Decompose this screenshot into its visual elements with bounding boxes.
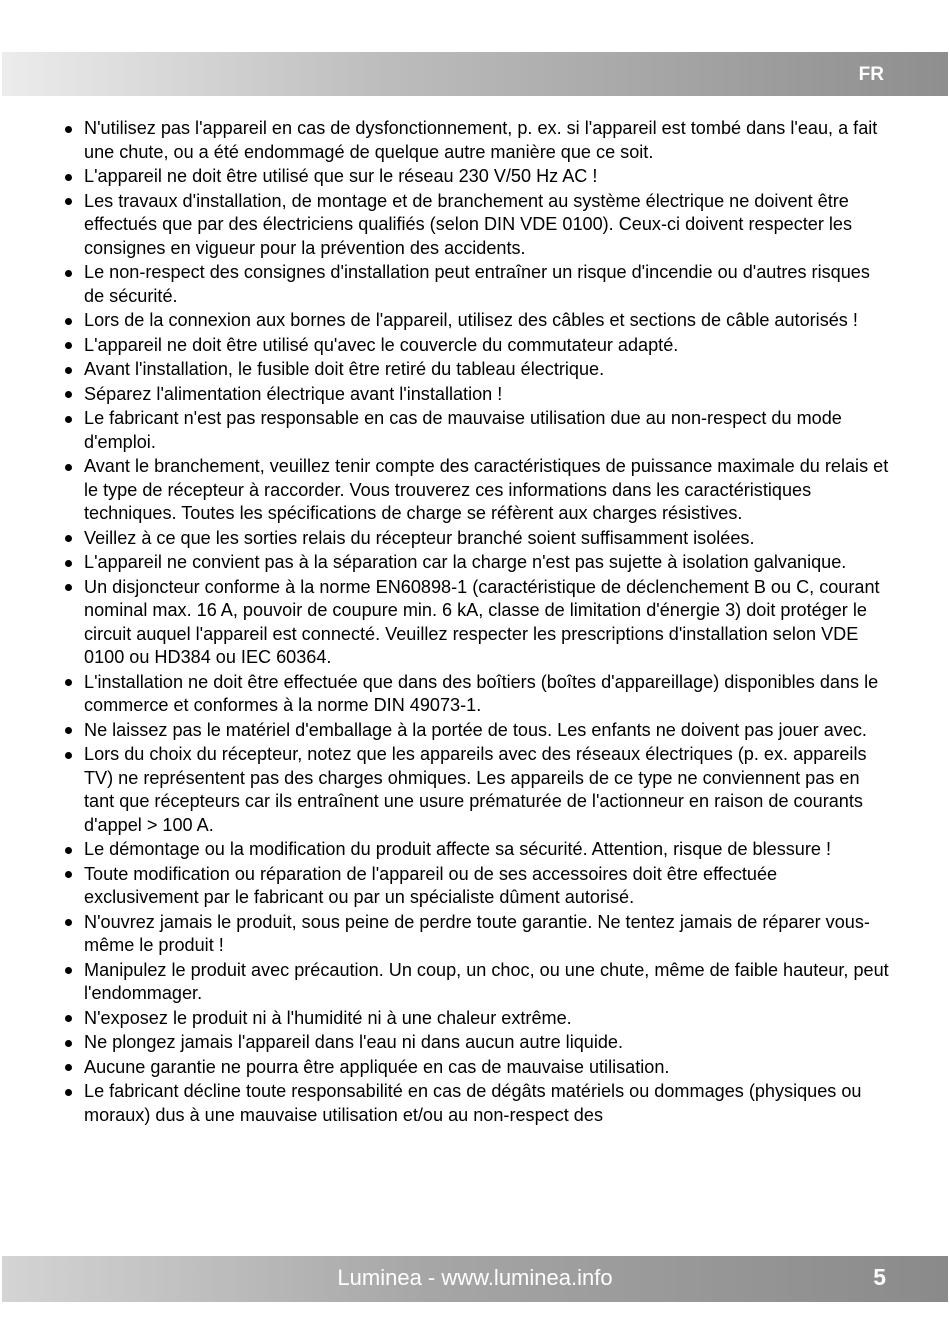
list-item (62, 117, 892, 164)
list-item (62, 743, 892, 837)
bullet-list (62, 117, 892, 1127)
bullet-icon (65, 342, 72, 349)
list-item (62, 358, 892, 382)
list-item-text: Lors de la connexion aux bornes de l'appareil, utilisez des câbles et sections de câble autorisés ! (84, 310, 858, 330)
bullet-icon (65, 416, 72, 423)
list-item (62, 1007, 892, 1031)
bullet-icon (65, 126, 72, 133)
bullet-icon (65, 919, 72, 926)
list-item (62, 911, 892, 958)
list-item (62, 309, 892, 333)
footer-website: Luminea - www.luminea.info (337, 1265, 613, 1290)
list-item (62, 407, 892, 454)
bullet-icon (65, 1015, 72, 1022)
list-item-text: L'appareil ne doit être utilisé qu'avec le couvercle du commutateur adapté. (84, 334, 679, 355)
list-item (62, 190, 892, 261)
header-band (2, 52, 948, 96)
list-item (62, 527, 892, 551)
list-item-text: N'utilisez pas l'appareil en cas de dysfonctionnement, p. ex. si l'appareil est tombé dans l'eau, a fait une chute, ou a été endommagé de quelque autre manière que ce soit. (84, 118, 878, 162)
bullet-icon (65, 464, 72, 471)
list-item (62, 959, 892, 1006)
bullet-icon (65, 727, 72, 734)
list-item-text: Avant le branchement, veuillez tenir compte des caractéristiques de puissance maximale du relais et le type de récepteur à raccorder. Vous trouverez ces informations dans les caractéristiques techniques. Toutes les spécifications de charge se réfèrent aux charges résistives. (84, 456, 889, 523)
list-item-text: Lors du choix du récepteur, notez que les appareils avec des réseaux électriques (p. ex. appareils TV) ne représentent pas des charges ohmiques. Les appareils de ce type ne conviennent pas en tant que récepteurs car ils entraînent une usure prématurée de l'actionneur en raison de courants d'appel > 100 A. (84, 744, 867, 835)
bullet-icon (65, 847, 72, 854)
list-item (62, 576, 892, 670)
list-item-text: L'installation ne doit être effectuée que dans des boîtiers (boîtes d'appareillage) disponibles dans le commerce et conformes à la norme DIN 49073-1. (84, 671, 879, 715)
list-item-text: Un disjoncteur conforme à la norme EN60898-1 (caractéristique de déclenchement B ou C, courant nominal max. 16 A, pouvoir de coupure min. 6 kA, classe de limitation d'énergie 3) doit protéger le circuit auquel l'appareil est connecté. Veuillez respecter les prescriptions d'installation selon VDE 0100 ou HD384 ou IEC 60364. (84, 576, 880, 667)
safety-instructions (62, 117, 892, 1128)
list-item (62, 1031, 892, 1055)
bullet-icon (65, 1064, 72, 1071)
bullet-icon (65, 1040, 72, 1047)
bullet-icon (65, 318, 72, 325)
list-item (62, 671, 892, 718)
bullet-icon (65, 174, 72, 181)
bullet-icon (65, 198, 72, 205)
list-item (62, 383, 892, 407)
list-item-text: Séparez l'alimentation électrique avant l'installation ! (84, 383, 503, 404)
bullet-icon (65, 871, 72, 878)
bullet-icon (65, 535, 72, 542)
bullet-icon (65, 367, 72, 374)
list-item-text: Ne laissez pas le matériel d'emballage à la portée de tous. Les enfants ne doivent pas jouer avec. (84, 719, 867, 740)
list-item (62, 334, 892, 358)
list-item-text: Toute modification ou réparation de l'appareil ou de ses accessoires doit être effectuée exclusivement par le fabricant ou par un spécialiste dûment autorisé. (84, 863, 778, 907)
list-item-text: N'exposez le produit ni à l'humidité ni à une chaleur extrême. (84, 1007, 572, 1028)
list-item (62, 719, 892, 743)
bullet-icon (65, 391, 72, 398)
list-item-text: Avant l'installation, le fusible doit être retiré du tableau électrique. (84, 359, 605, 379)
list-item-text: Ne plongez jamais l'appareil dans l'eau ni dans aucun autre liquide. (84, 1032, 624, 1052)
footer-band (2, 1256, 948, 1302)
list-item-text: N'ouvrez jamais le produit, sous peine de perdre toute garantie. Ne tentez jamais de réparer vous-même le produit ! (84, 911, 870, 955)
list-item (62, 551, 892, 575)
list-item (62, 863, 892, 910)
bullet-icon (65, 270, 72, 277)
list-item (62, 1080, 892, 1127)
list-item-text: Veillez à ce que les sorties relais du récepteur branché soient suffisamment isolées. (84, 527, 755, 548)
list-item-text: Le fabricant n'est pas responsable en cas de mauvaise utilisation due au non-respect du mode d'emploi. (84, 408, 842, 452)
list-item (62, 261, 892, 308)
list-item-text: Le non-respect des consignes d'installation peut entraîner un risque d'incendie ou d'autres risques de sécurité. (84, 262, 870, 306)
list-item-text: Le fabricant décline toute responsabilité en cas de dégâts matériels ou dommages (physiques ou moraux) dus à une mauvaise utilisation et/ou au non-respect des (84, 1081, 862, 1125)
list-item-text: Le démontage ou la modification du produit affecte sa sécurité. Attention, risque de blessure ! (84, 839, 832, 859)
page-number: 5 (873, 1264, 886, 1290)
list-item (62, 455, 892, 526)
bullet-icon (65, 752, 72, 759)
list-item (62, 165, 892, 189)
bullet-icon (65, 560, 72, 567)
bullet-icon (65, 1089, 72, 1096)
list-item-text: Les travaux d'installation, de montage et de branchement au système électrique ne doivent être effectués que par des électriciens qualifiés (selon DIN VDE 0100). Ceux-ci doivent respecter les consignes en vigueur pour la prévention des accidents. (84, 190, 853, 258)
bullet-icon (65, 967, 72, 974)
list-item-text: L'appareil ne doit être utilisé que sur le réseau 230 V/50 Hz AC ! (84, 166, 598, 186)
list-item-text: Aucune garantie ne pourra être appliquée en cas de mauvaise utilisation. (84, 1056, 670, 1077)
bullet-icon (65, 584, 72, 591)
list-item-text: Manipulez le produit avec précaution. Un coup, un choc, ou une chute, même de faible hauteur, peut l'endommager. (84, 959, 889, 1003)
bullet-icon (65, 679, 72, 686)
list-item (62, 838, 892, 862)
list-item-text: L'appareil ne convient pas à la séparation car la charge n'est pas sujette à isolation galvanique. (84, 552, 847, 572)
language-label: FR (858, 64, 884, 85)
list-item (62, 1056, 892, 1080)
